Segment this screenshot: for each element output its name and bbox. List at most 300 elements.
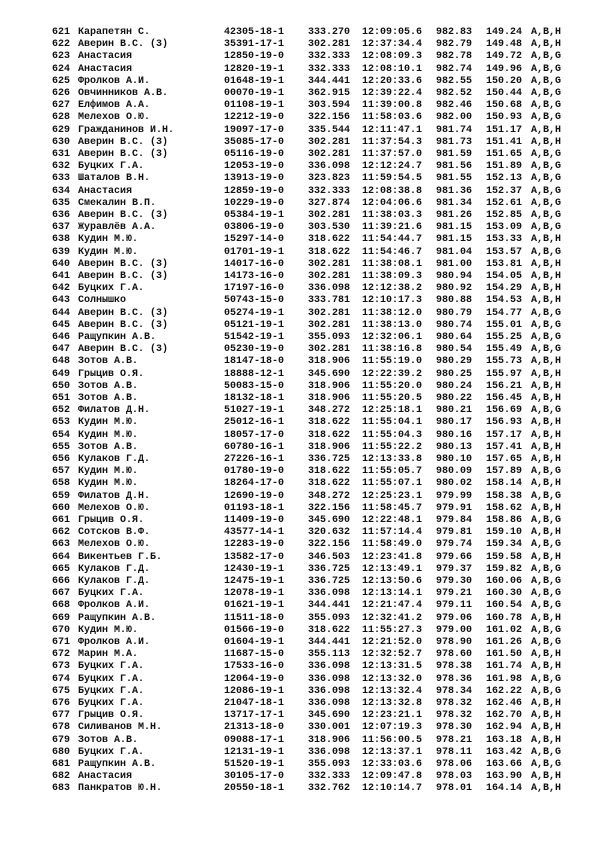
participant-name: Фролков А.И. <box>78 600 151 612</box>
rank-number: 648 <box>52 356 71 368</box>
participant-name: Буцких Г.А. <box>78 746 145 758</box>
speed-value: 982.46 <box>436 100 473 112</box>
points-value: 149.24 <box>486 27 523 38</box>
points-value: 154.77 <box>486 307 523 319</box>
participant-name: Ращупкин А.В. <box>78 759 157 770</box>
distance-value: 336.098 <box>308 161 351 173</box>
participant-name: Смекалин В.П. <box>78 197 157 209</box>
distance-value: 318.906 <box>308 380 351 392</box>
category-flags: A,B,G <box>531 246 562 258</box>
speed-value: 979.66 <box>436 551 473 563</box>
speed-value: 978.11 <box>436 746 473 758</box>
points-value: 163.66 <box>486 759 523 770</box>
speed-value: 979.84 <box>436 515 473 526</box>
distance-value: 332.762 <box>308 783 351 795</box>
participant-name: Солнышко <box>78 295 127 307</box>
participant-name: Зотов А.В. <box>78 380 139 392</box>
participant-name: Аверин В.С. (3) <box>78 39 169 51</box>
speed-value: 978.36 <box>436 673 473 685</box>
rank-number: 634 <box>52 185 71 197</box>
rank-number: 649 <box>52 368 71 380</box>
participant-name: Кудин М.Ю. <box>78 624 139 636</box>
category-flags: A,B,G <box>531 88 562 99</box>
category-flags: A,B,H <box>531 698 562 709</box>
participant-name: Мелехов О.Ю. <box>78 502 151 514</box>
arrival-time: 12:21:52.0 <box>362 637 423 648</box>
arrival-time: 11:38:16.8 <box>362 344 423 356</box>
rank-number: 661 <box>52 515 71 526</box>
points-value: 161.50 <box>486 649 523 661</box>
ring-number: 60780-16-1 <box>224 441 285 453</box>
points-value: 150.44 <box>486 88 523 99</box>
distance-value: 302.281 <box>308 344 351 356</box>
category-flags: A,B,H <box>531 27 562 38</box>
ring-number: 51520-19-1 <box>224 759 285 770</box>
distance-value: 336.098 <box>308 283 351 295</box>
category-flags: A,B,G <box>531 490 562 502</box>
arrival-time: 12:22:48.1 <box>362 515 423 526</box>
points-value: 156.93 <box>486 417 523 429</box>
ring-number: 05274-19-1 <box>224 307 285 319</box>
participant-name: Журавлёв А.А. <box>78 222 157 234</box>
participant-name: Грыцив О.Я. <box>78 368 145 380</box>
category-flags: A,B,G <box>531 673 562 685</box>
points-value: 157.89 <box>486 466 523 478</box>
ring-number: 42305-18-1 <box>224 27 285 38</box>
points-value: 153.81 <box>486 258 523 270</box>
category-flags: A,B,G <box>531 197 562 209</box>
category-flags: A,B,G <box>531 637 562 648</box>
arrival-time: 11:59:54.5 <box>362 173 423 185</box>
ring-number: 30105-17-0 <box>224 771 285 783</box>
points-value: 153.09 <box>486 222 523 234</box>
speed-value: 980.02 <box>436 478 473 490</box>
ring-number: 12212-19-0 <box>224 112 285 124</box>
arrival-time: 11:38:09.3 <box>362 271 423 282</box>
participant-name: Мелехов О.Ю. <box>78 539 151 551</box>
category-flags: A,B,H <box>531 454 562 465</box>
points-value: 158.86 <box>486 515 523 526</box>
participant-name: Ращупкин А.В. <box>78 612 157 624</box>
speed-value: 978.03 <box>436 771 473 783</box>
ring-number: 18264-17-0 <box>224 478 285 490</box>
ring-number: 12078-19-1 <box>224 588 285 600</box>
speed-value: 979.21 <box>436 588 473 600</box>
speed-value: 982.83 <box>436 27 473 38</box>
points-value: 157.17 <box>486 429 523 441</box>
speed-value: 980.10 <box>436 454 473 465</box>
rank-number: 629 <box>52 124 71 136</box>
distance-value: 332.333 <box>308 185 351 197</box>
category-flags: A,B,G <box>531 319 562 331</box>
arrival-time: 12:25:18.1 <box>362 405 423 417</box>
distance-value: 318.622 <box>308 466 351 478</box>
points-value: 155.73 <box>486 356 523 368</box>
points-value: 151.41 <box>486 136 523 148</box>
ring-number: 13913-19-0 <box>224 173 285 185</box>
arrival-time: 11:55:04.1 <box>362 417 423 429</box>
arrival-time: 11:57:14.4 <box>362 527 423 539</box>
rank-number: 676 <box>52 698 71 709</box>
participant-name: Овчинников А.В. <box>78 88 169 99</box>
distance-value: 335.544 <box>308 124 351 136</box>
category-flags: A,B,G <box>531 51 562 63</box>
speed-value: 981.74 <box>436 124 473 136</box>
speed-value: 980.92 <box>436 283 473 295</box>
speed-value: 979.99 <box>436 490 473 502</box>
arrival-time: 11:37:54.3 <box>362 136 423 148</box>
participant-name: Аверин В.С. (3) <box>78 271 169 282</box>
speed-value: 982.55 <box>436 75 473 87</box>
category-flags: A,B,H <box>531 612 562 624</box>
participant-name: Ращупкин А.В. <box>78 332 157 343</box>
points-value: 149.72 <box>486 51 523 63</box>
distance-value: 336.725 <box>308 454 351 465</box>
points-value: 154.29 <box>486 283 523 295</box>
category-flags: A,B,H <box>531 393 562 404</box>
distance-value: 336.098 <box>308 685 351 697</box>
speed-value: 981.15 <box>436 222 473 234</box>
category-flags: A,B,H <box>531 39 562 51</box>
participant-name: Мелехов О.Ю. <box>78 112 151 124</box>
points-value: 158.14 <box>486 478 523 490</box>
speed-value: 981.00 <box>436 258 473 270</box>
arrival-time: 11:38:03.3 <box>362 210 423 221</box>
ring-number: 13717-17-1 <box>224 710 285 722</box>
speed-value: 979.74 <box>436 539 473 551</box>
arrival-time: 12:13:50.6 <box>362 576 423 587</box>
points-value: 152.37 <box>486 185 523 197</box>
category-flags: A,B,H <box>531 380 562 392</box>
distance-value: 336.098 <box>308 588 351 600</box>
category-flags: A,B,G <box>531 405 562 417</box>
ring-number: 12064-19-0 <box>224 673 285 685</box>
category-flags: A,B,G <box>531 563 562 575</box>
distance-value: 355.093 <box>308 612 351 624</box>
distance-value: 344.441 <box>308 75 351 87</box>
distance-value: 333.781 <box>308 295 351 307</box>
ring-number: 35085-17-0 <box>224 136 285 148</box>
arrival-time: 12:08:38.8 <box>362 185 423 197</box>
category-flags: A,B,G <box>531 759 562 770</box>
arrival-time: 12:04:06.6 <box>362 197 423 209</box>
speed-value: 978.32 <box>436 710 473 722</box>
rank-number: 658 <box>52 478 71 490</box>
speed-value: 979.91 <box>436 502 473 514</box>
ring-number: 14173-16-0 <box>224 271 285 282</box>
distance-value: 302.281 <box>308 258 351 270</box>
ring-number: 19097-17-0 <box>224 124 285 136</box>
arrival-time: 12:07:19.3 <box>362 722 423 734</box>
speed-value: 979.30 <box>436 576 473 587</box>
ring-number: 35391-17-1 <box>224 39 285 51</box>
ring-number: 50083-15-0 <box>224 380 285 392</box>
category-flags: A,B,H <box>531 722 562 734</box>
arrival-time: 12:25:23.1 <box>362 490 423 502</box>
participant-name: Силиванов М.Н. <box>78 722 163 734</box>
rank-number: 635 <box>52 197 71 209</box>
distance-value: 336.098 <box>308 698 351 709</box>
participant-name: Буцких Г.А. <box>78 588 145 600</box>
distance-value: 318.622 <box>308 417 351 429</box>
arrival-time: 12:22:39.2 <box>362 368 423 380</box>
arrival-time: 11:39:00.8 <box>362 100 423 112</box>
points-value: 151.17 <box>486 124 523 136</box>
category-flags: A,B,H <box>531 783 562 795</box>
category-flags: A,B,H <box>531 234 562 246</box>
category-flags: A,B,H <box>531 136 562 148</box>
participant-name: Анастасия <box>78 771 133 783</box>
participant-name: Кудин М.Ю. <box>78 429 139 441</box>
speed-value: 982.74 <box>436 63 473 75</box>
ring-number: 27226-16-1 <box>224 454 285 465</box>
arrival-time: 12:13:32.0 <box>362 673 423 685</box>
arrival-time: 12:09:47.8 <box>362 771 423 783</box>
category-flags: A,B,G <box>531 100 562 112</box>
points-value: 161.74 <box>486 661 523 673</box>
speed-value: 980.25 <box>436 368 473 380</box>
distance-value: 318.622 <box>308 624 351 636</box>
distance-value: 348.272 <box>308 490 351 502</box>
arrival-time: 12:11:47.1 <box>362 124 423 136</box>
ring-number: 01621-19-1 <box>224 600 285 612</box>
participant-name: Аверин В.С. (3) <box>78 136 169 148</box>
ring-number: 18888-12-1 <box>224 368 285 380</box>
speed-value: 982.78 <box>436 51 473 63</box>
points-value: 157.41 <box>486 441 523 453</box>
points-value: 160.30 <box>486 588 523 600</box>
participant-name: Гражданинов И.Н. <box>78 124 175 136</box>
arrival-time: 11:55:20.5 <box>362 393 423 404</box>
category-flags: A,B,G <box>531 307 562 319</box>
category-flags: A,B,G <box>531 222 562 234</box>
speed-value: 980.29 <box>436 356 473 368</box>
speed-value: 981.36 <box>436 185 473 197</box>
rank-number: 672 <box>52 649 71 661</box>
arrival-time: 12:13:32.8 <box>362 698 423 709</box>
arrival-time: 11:58:45.7 <box>362 502 423 514</box>
participant-name: Марин М.А. <box>78 649 139 661</box>
ring-number: 18057-17-0 <box>224 429 285 441</box>
distance-value: 318.906 <box>308 393 351 404</box>
points-value: 161.98 <box>486 673 523 685</box>
rank-number: 655 <box>52 441 71 453</box>
rank-number: 646 <box>52 332 71 343</box>
distance-value: 336.725 <box>308 563 351 575</box>
points-value: 163.42 <box>486 746 523 758</box>
arrival-time: 12:39:22.4 <box>362 88 423 99</box>
rank-number: 668 <box>52 600 71 612</box>
speed-value: 981.26 <box>436 210 473 221</box>
rank-number: 671 <box>52 637 71 648</box>
arrival-time: 11:55:27.3 <box>362 624 423 636</box>
ring-number: 01108-19-1 <box>224 100 285 112</box>
points-value: 150.93 <box>486 112 523 124</box>
ring-number: 20550-18-1 <box>224 783 285 795</box>
distance-value: 303.594 <box>308 100 351 112</box>
distance-value: 318.906 <box>308 734 351 746</box>
participant-name: Анастасия <box>78 51 133 63</box>
points-value: 159.34 <box>486 539 523 551</box>
rank-number: 654 <box>52 429 71 441</box>
arrival-time: 12:23:41.8 <box>362 551 423 563</box>
ring-number: 12859-19-0 <box>224 185 285 197</box>
category-flags: A,B,H <box>531 368 562 380</box>
points-value: 153.33 <box>486 234 523 246</box>
speed-value: 980.94 <box>436 271 473 282</box>
category-flags: A,B,G <box>531 539 562 551</box>
ring-number: 14017-16-0 <box>224 258 285 270</box>
rank-number: 627 <box>52 100 71 112</box>
ring-number: 21313-18-0 <box>224 722 285 734</box>
rank-number: 659 <box>52 490 71 502</box>
distance-value: 344.441 <box>308 637 351 648</box>
category-flags: A,B,G <box>531 746 562 758</box>
participant-name: Викентьев Г.Б. <box>78 551 163 563</box>
speed-value: 980.17 <box>436 417 473 429</box>
category-flags: A,B,G <box>531 332 562 343</box>
rank-number: 682 <box>52 771 71 783</box>
distance-value: 333.270 <box>308 27 351 38</box>
participant-name: Кудин М.Ю. <box>78 246 139 258</box>
participant-name: Филатов Д.Н. <box>78 405 151 417</box>
points-value: 156.45 <box>486 393 523 404</box>
ring-number: 01193-18-1 <box>224 502 285 514</box>
speed-value: 978.01 <box>436 783 473 795</box>
participant-name: Кудин М.Ю. <box>78 478 139 490</box>
participant-name: Аверин В.С. (3) <box>78 344 169 356</box>
points-value: 160.78 <box>486 612 523 624</box>
distance-value: 327.874 <box>308 197 351 209</box>
ring-number: 09088-17-1 <box>224 734 285 746</box>
distance-value: 303.530 <box>308 222 351 234</box>
participant-name: Аверин В.С. (3) <box>78 149 169 160</box>
category-flags: A,B,H <box>531 551 562 563</box>
distance-value: 346.503 <box>308 551 351 563</box>
arrival-time: 11:38:08.1 <box>362 258 423 270</box>
arrival-time: 12:12:38.2 <box>362 283 423 295</box>
category-flags: A,B,G <box>531 75 562 87</box>
distance-value: 322.156 <box>308 112 351 124</box>
category-flags: A,B,G <box>531 112 562 124</box>
rank-number: 632 <box>52 161 71 173</box>
distance-value: 322.156 <box>308 502 351 514</box>
speed-value: 980.64 <box>436 332 473 343</box>
participant-name: Кулаков Г.Д. <box>78 576 151 587</box>
arrival-time: 12:21:47.4 <box>362 600 423 612</box>
rank-number: 628 <box>52 112 71 124</box>
points-value: 164.14 <box>486 783 523 795</box>
arrival-time: 11:58:03.6 <box>362 112 423 124</box>
speed-value: 980.79 <box>436 307 473 319</box>
ring-number: 12820-19-1 <box>224 63 285 75</box>
ring-number: 05121-19-1 <box>224 319 285 331</box>
category-flags: A,B,G <box>531 466 562 478</box>
participant-name: Кудин М.Ю. <box>78 234 139 246</box>
arrival-time: 12:09:05.6 <box>362 27 423 38</box>
rank-number: 677 <box>52 710 71 722</box>
participant-name: Анастасия <box>78 63 133 75</box>
ring-number: 03806-19-0 <box>224 222 285 234</box>
speed-value: 980.22 <box>436 393 473 404</box>
ring-number: 11687-15-0 <box>224 649 285 661</box>
points-value: 160.06 <box>486 576 523 587</box>
speed-value: 979.11 <box>436 600 473 612</box>
speed-value: 980.16 <box>436 429 473 441</box>
points-value: 154.05 <box>486 271 523 282</box>
ring-number: 10229-19-0 <box>224 197 285 209</box>
distance-value: 355.113 <box>308 649 351 661</box>
participant-name: Фролков А.И. <box>78 75 151 87</box>
ring-number: 15297-14-0 <box>224 234 285 246</box>
arrival-time: 11:54:46.7 <box>362 246 423 258</box>
points-value: 156.21 <box>486 380 523 392</box>
rank-number: 673 <box>52 661 71 673</box>
rank-number: 639 <box>52 246 71 258</box>
category-flags: A,B,H <box>531 283 562 295</box>
category-flags: A,B,H <box>531 271 562 282</box>
speed-value: 978.90 <box>436 637 473 648</box>
speed-value: 982.79 <box>436 39 473 51</box>
points-value: 159.58 <box>486 551 523 563</box>
distance-value: 302.281 <box>308 271 351 282</box>
category-flags: A,B,G <box>531 515 562 526</box>
rank-number: 644 <box>52 307 71 319</box>
participant-name: Грыцив О.Я. <box>78 710 145 722</box>
speed-value: 980.13 <box>436 441 473 453</box>
category-flags: A,B,H <box>531 258 562 270</box>
speed-value: 978.38 <box>436 661 473 673</box>
ring-number: 12086-19-1 <box>224 685 285 697</box>
points-value: 153.57 <box>486 246 523 258</box>
speed-value: 979.81 <box>436 527 473 539</box>
speed-value: 982.00 <box>436 112 473 124</box>
rank-number: 625 <box>52 75 71 87</box>
points-value: 151.89 <box>486 161 523 173</box>
speed-value: 981.56 <box>436 161 473 173</box>
category-flags: A,B,G <box>531 685 562 697</box>
arrival-time: 11:55:22.2 <box>362 441 423 453</box>
arrival-time: 12:13:32.4 <box>362 685 423 697</box>
arrival-time: 12:13:14.1 <box>362 588 423 600</box>
points-value: 152.13 <box>486 173 523 185</box>
ring-number: 05116-19-0 <box>224 149 285 160</box>
category-flags: A,B,G <box>531 185 562 197</box>
distance-value: 332.333 <box>308 63 351 75</box>
points-value: 150.68 <box>486 100 523 112</box>
category-flags: A,B,G <box>531 161 562 173</box>
participant-name: Елфимов А.А. <box>78 100 151 112</box>
distance-value: 320.632 <box>308 527 351 539</box>
ring-number: 17533-16-0 <box>224 661 285 673</box>
rank-number: 636 <box>52 210 71 221</box>
category-flags: A,B,G <box>531 600 562 612</box>
rank-number: 623 <box>52 51 71 63</box>
points-value: 161.26 <box>486 637 523 648</box>
rank-number: 650 <box>52 380 71 392</box>
distance-value: 318.906 <box>308 356 351 368</box>
rank-number: 651 <box>52 393 71 404</box>
ring-number: 05384-19-1 <box>224 210 285 221</box>
speed-value: 978.21 <box>436 734 473 746</box>
arrival-time: 11:37:57.0 <box>362 149 423 160</box>
ring-number: 18147-18-0 <box>224 356 285 368</box>
ring-number: 51027-19-1 <box>224 405 285 417</box>
points-value: 152.61 <box>486 197 523 209</box>
speed-value: 978.32 <box>436 698 473 709</box>
points-value: 155.25 <box>486 332 523 343</box>
speed-value: 980.88 <box>436 295 473 307</box>
